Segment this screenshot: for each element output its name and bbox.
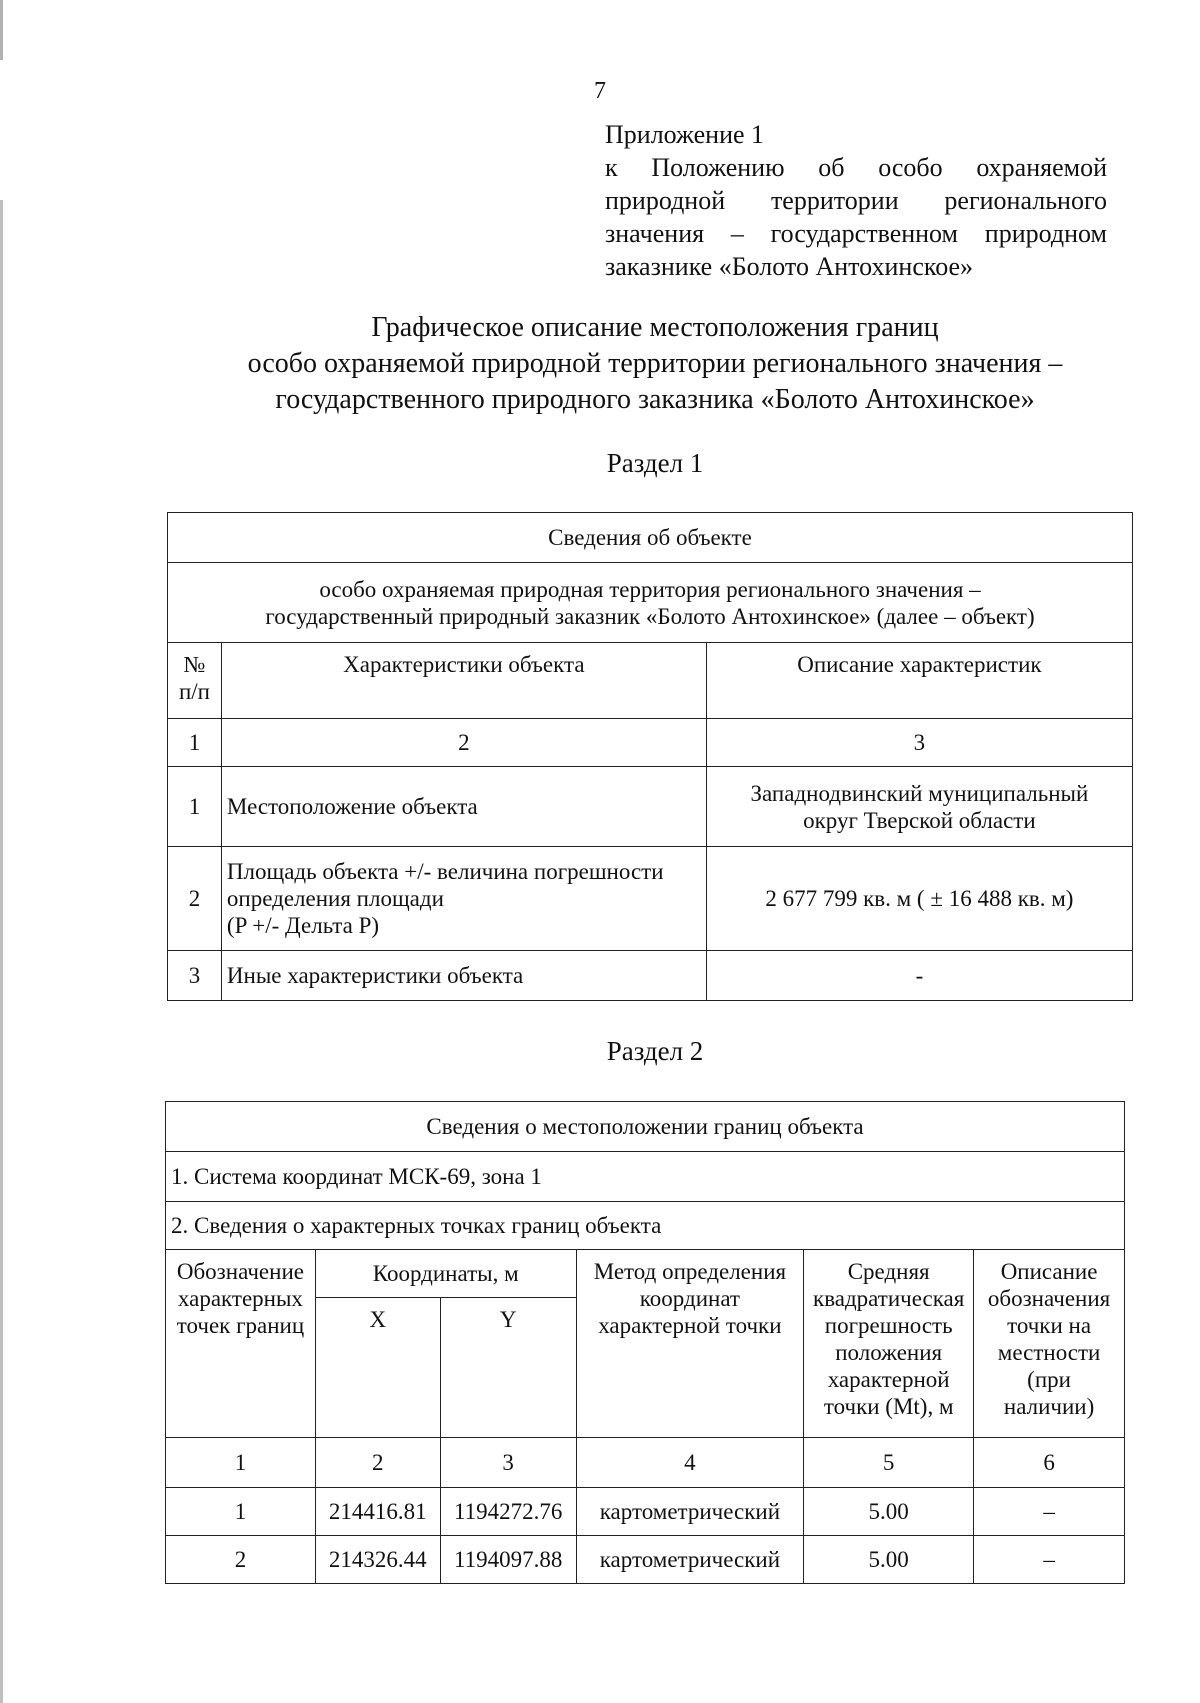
index-cell: 3 xyxy=(440,1438,576,1488)
object-name-cell xyxy=(168,563,1133,643)
object-info-table xyxy=(167,512,1133,1001)
object-name-line-1: особо охраняемая природная территория регионального значения – xyxy=(319,576,981,602)
header-desc-line-6: наличии) xyxy=(1003,1394,1095,1419)
point-y: 1194272.76 xyxy=(440,1488,576,1536)
index-cell: 2 xyxy=(221,719,706,767)
header-desc-line-1: Описание xyxy=(1000,1259,1098,1284)
table-row xyxy=(168,767,1133,847)
header-method xyxy=(576,1250,804,1438)
header-number-line-2: п/п xyxy=(178,679,210,704)
header-description: Описание характеристик xyxy=(706,643,1132,719)
header-desc-line-5: (при xyxy=(1027,1367,1071,1392)
header-method-line-2: координат xyxy=(639,1286,740,1311)
point-id: 1 xyxy=(166,1488,316,1536)
row-description-line-1: Западнодвинский муниципальный xyxy=(750,780,1089,806)
header-mean-error xyxy=(804,1250,974,1438)
row-characteristic xyxy=(221,847,706,951)
header-error-line-3: погрешность xyxy=(824,1313,953,1338)
section-2-heading: Раздел 2 xyxy=(606,1036,704,1066)
header-error-line-5: характерной xyxy=(827,1367,950,1392)
header-desc-line-3: точки на xyxy=(1007,1313,1092,1338)
row-characteristic: Местоположение объекта xyxy=(221,767,706,847)
table-row xyxy=(166,1488,1125,1536)
row-number: 3 xyxy=(168,951,222,1001)
row-number: 2 xyxy=(168,847,222,951)
header-coordinates: Координаты, м xyxy=(315,1250,576,1298)
table-row xyxy=(168,847,1133,951)
header-point-designation xyxy=(166,1250,316,1438)
header-number-line-1: № xyxy=(183,652,206,677)
page-number: 7 xyxy=(594,78,606,104)
point-method: картометрический xyxy=(576,1488,804,1536)
header-desc-line-2: обозначения xyxy=(987,1286,1111,1311)
header-x: X xyxy=(315,1298,440,1438)
boundary-table-title: Сведения о местоположении границ объекта xyxy=(166,1102,1125,1152)
header-error-line-6: точки (Mt), м xyxy=(823,1394,954,1419)
header-designation-line-3: точек границ xyxy=(176,1313,305,1338)
title-line-3: государственного природного заказника «Болото Антохинское» xyxy=(275,384,1035,415)
header-error-line-1: Средняя xyxy=(847,1259,930,1284)
object-name-line-2: государственный природный заказник «Болото Антохинское» (далее – объект) xyxy=(265,603,1035,629)
document-title xyxy=(130,310,1180,418)
appendix-label: Приложение 1 xyxy=(605,120,765,149)
table-row xyxy=(168,951,1133,1001)
points-info-row: 2. Сведения о характерных точках границ объекта xyxy=(166,1202,1125,1250)
header-error-line-2: квадратическая xyxy=(813,1286,965,1311)
boundary-points-table xyxy=(165,1101,1125,1584)
header-desc-line-4: местности xyxy=(997,1340,1101,1365)
row-number: 1 xyxy=(168,767,222,847)
header-designation-line-1: Обозначение xyxy=(176,1259,304,1284)
point-description: – xyxy=(974,1536,1125,1584)
appendix-reference: к Положению об особо охраняемой природной территории регионального значения – государственном природном заказнике «Болото Антохинское» xyxy=(605,153,1107,281)
point-id: 2 xyxy=(166,1536,316,1584)
row-characteristic: Иные характеристики объекта xyxy=(221,951,706,1001)
index-cell: 6 xyxy=(974,1438,1125,1488)
index-cell: 1 xyxy=(168,719,222,767)
point-y: 1194097.88 xyxy=(440,1536,576,1584)
point-error: 5.00 xyxy=(804,1488,974,1536)
point-error: 5.00 xyxy=(804,1536,974,1584)
index-cell: 4 xyxy=(576,1438,804,1488)
index-cell: 5 xyxy=(804,1438,974,1488)
header-characteristics: Характеристики объекта xyxy=(221,643,706,719)
point-x: 214326.44 xyxy=(315,1536,440,1584)
row-characteristic-line-3: (P +/- Дельта P) xyxy=(226,913,380,938)
header-designation-line-2: характерных xyxy=(177,1286,303,1311)
header-method-line-1: Метод определения xyxy=(593,1259,787,1284)
row-characteristic-line-2: определения площади xyxy=(226,886,444,911)
header-point-description xyxy=(974,1250,1125,1438)
row-description-line-2: округ Тверской области xyxy=(803,807,1036,833)
page-edge-shadow xyxy=(0,0,3,1703)
section-1-heading: Раздел 1 xyxy=(606,448,704,478)
row-description: 2 677 799 кв. м ( ± 16 488 кв. м) xyxy=(706,847,1132,951)
coordinate-system-row: 1. Система координат МСК-69, зона 1 xyxy=(166,1152,1125,1202)
object-info-title: Сведения об объекте xyxy=(168,513,1133,563)
table-row xyxy=(166,1536,1125,1584)
row-characteristic-line-1: Площадь объекта +/- величина погрешности xyxy=(226,859,664,884)
title-line-2: особо охраняемой природной территории регионального значения – xyxy=(247,348,1063,379)
row-description xyxy=(706,767,1132,847)
appendix-block xyxy=(605,118,1107,283)
index-cell: 3 xyxy=(706,719,1132,767)
title-line-1: Графическое описание местоположения границ xyxy=(371,312,939,343)
header-method-line-3: характерной точки xyxy=(598,1313,782,1338)
header-y: Y xyxy=(440,1298,576,1438)
index-cell: 1 xyxy=(166,1438,316,1488)
point-description: – xyxy=(974,1488,1125,1536)
point-method: картометрический xyxy=(576,1536,804,1584)
index-cell: 2 xyxy=(315,1438,440,1488)
row-description: - xyxy=(706,951,1132,1001)
header-error-line-4: положения xyxy=(835,1340,943,1365)
point-x: 214416.81 xyxy=(315,1488,440,1536)
header-number xyxy=(168,643,222,719)
